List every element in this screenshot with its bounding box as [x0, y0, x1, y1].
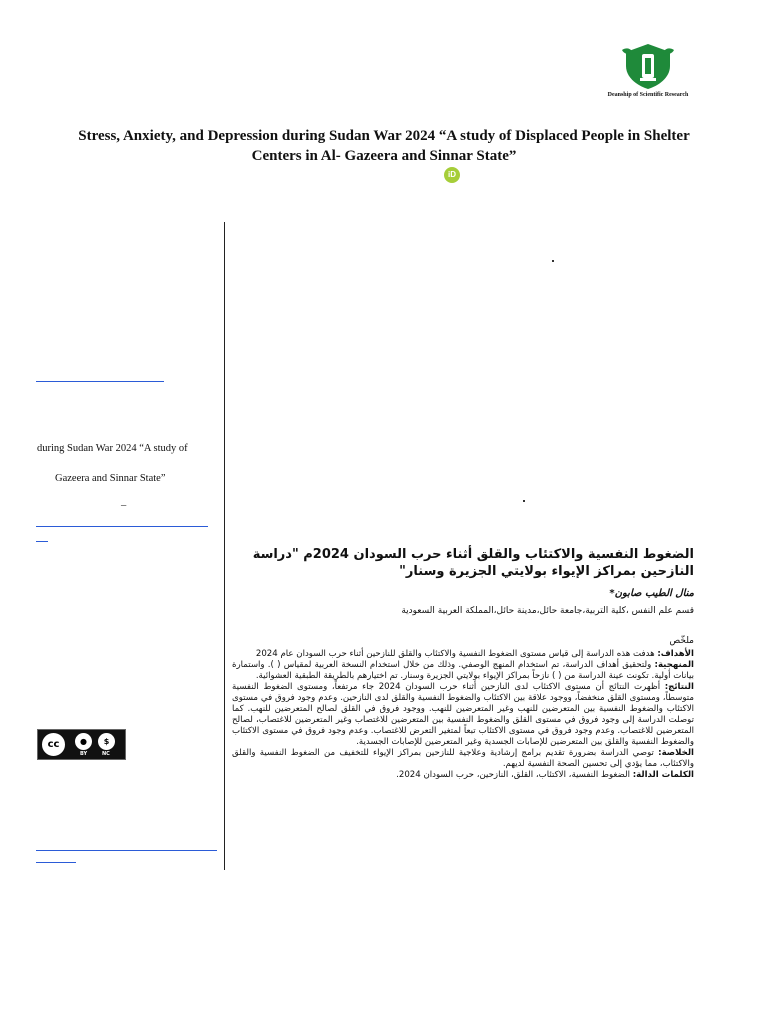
speck: [552, 260, 554, 262]
abstract-heading: ملخّص: [669, 636, 694, 646]
abstract-keywords: [232, 770, 694, 781]
doi-link-underline[interactable]: [36, 526, 208, 527]
doi-link-underline[interactable]: [36, 541, 48, 542]
orcid-icon[interactable]: iD: [444, 167, 460, 183]
conclusion-text: توصي الدراسة بضرورة تقديم برامج إرشادية وعلاجية للنازحين بمراكز الإيواء للتخفيف من الضغوط النفسية والقلق والاكتئاب، مما يؤدي إلى تحسين الصحة النفسية لديهم.: [232, 748, 694, 769]
keywords-label: الكلمات الدالة:: [632, 770, 694, 780]
results-text: أظهرت النتائج أن مستوى الاكتئاب لدى النازحين أثناء حرب السودان 2024 جاء مرتفعاً، ومستوى الضغوط النفسية متوسطاً، ومستوى القلق منخفضاً، ووجود علاقة بين الاكتئاب والضغوط النفسية والقلق لدى النازحين. وعدم وجود فروق في مستوى الاكتئاب والضغوط النفسية بين المتعرضين للنهب وغير المتعرضين للنهب. ووجود فروق في القلق لصالح المتعرضين للنهب. كما توصلت الدراسة إلى وجود فروق في مستوى القلق والضغوط النفسية بين المتعرضين للاغتصاب وغير المتعرضين للاغتصاب، لصالح المتعرضين للاغتصاب. وعدم وجود فروق في مستوى الاكتئاب تبعاً لمتغير التعرض للاغتصاب. وعدم وجود فروق في مستوى الاكتئاب والضغوط النفسية والقلق بين المتعرضين للإصابات الجسدية وغير المتعرضين للإصابات الجسدية.: [232, 682, 694, 747]
column-divider: [224, 222, 225, 870]
abstract-conclusion: [232, 748, 694, 770]
arabic-author: منال الطيب صابون*: [609, 588, 694, 599]
logo-caption: Deanship of Scientific Research: [607, 92, 689, 98]
nc-label: NC: [102, 751, 110, 757]
objectives-label: الأهداف:: [657, 649, 694, 659]
arabic-affiliation: قسم علم النفس ،كلية التربية،جامعة حائل،مدينة حائل،المملكة العربية السعودية: [401, 606, 694, 616]
university-logo: [600, 42, 696, 112]
paper-title: Stress, Anxiety, and Depression during Sudan War 2024 “A study of Displaced People in Shelter Centers in Al- Gazeera and Sinnar State”: [78, 128, 690, 164]
by-label: BY: [80, 751, 88, 757]
arabic-title: الضغوط النفسية والاكتئاب والقلق أثناء حرب السودان 2024م "دراسة النازحين بمراكز الإيواء بولايتي الجزيرة وسنار": [252, 547, 694, 579]
abstract-methodology: [232, 660, 694, 682]
abstract-results: [232, 682, 694, 748]
abstract-objectives: [232, 649, 694, 660]
methodology-label: المنهجية:: [654, 660, 694, 670]
arabic-abstract: [232, 649, 694, 781]
methodology-text: ولتحقيق أهداف الدراسة، تم استخدام المنهج الوصفي. وذلك من خلال استخدام النسخة العربية لمقياس ( ). واستمارة بيانات أولية. تكونت عينة الدراسة من ( ) نازحاً بمراكز الإيواء بولايتي الجزيرة وسنار. تم اختيارهم بالطريقة الطبقية العشوائية.: [232, 660, 694, 681]
creative-commons-badge[interactable]: [37, 729, 126, 760]
citation-dash: –: [121, 500, 127, 511]
author-link-underline[interactable]: [36, 381, 164, 382]
keywords-text: الضغوط النفسية، الاكتئاب، القلق، النازحين، حرب السودان 2024.: [396, 770, 633, 780]
citation-title-fragment: Gazeera and Sinnar State”: [55, 473, 166, 484]
citation-title-fragment: during Sudan War 2024 “A study of: [37, 443, 188, 454]
noncommercial-icon: $: [98, 733, 115, 750]
license-link-underline[interactable]: [36, 850, 217, 851]
license-link-underline[interactable]: [36, 862, 76, 863]
attribution-person-icon: ●: [75, 733, 92, 750]
shield-emblem-icon: [618, 42, 678, 90]
objectives-text: هدفت هذه الدراسة إلى قياس مستوى الضغوط النفسية والاكتئاب والقلق للنازحين أثناء حرب السودان عام 2024: [255, 649, 658, 659]
results-label: النتائج:: [664, 682, 694, 692]
cc-icon: cc: [41, 732, 66, 757]
speck: [523, 500, 525, 502]
conclusion-label: الخلاصة:: [658, 748, 694, 758]
